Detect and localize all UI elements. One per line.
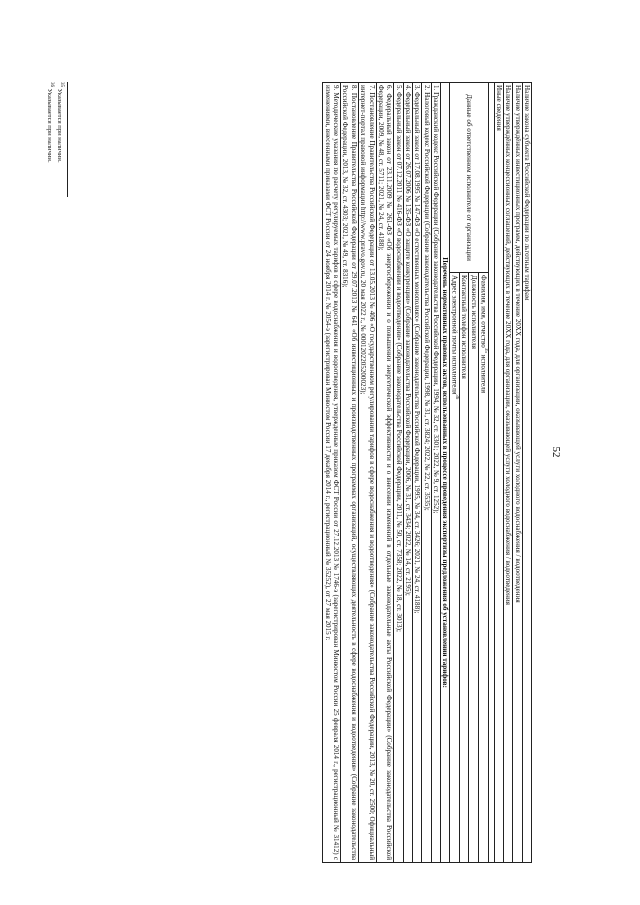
table-row [488, 83, 494, 863]
responsible-contact-label: Данные об ответственном исполнителе от организации [450, 83, 488, 273]
row-investment-programs: Наличие утверждённых инвестиционных программ, действующих в течение 20ХХ года, для организации, оказывающей услуги холодного водоснабжения / водоотведения [513, 83, 522, 863]
table-row [422, 83, 431, 863]
table-row [431, 83, 440, 863]
footnote-number: 35 [59, 82, 64, 87]
table-row [376, 83, 394, 863]
row-concession-agreements: Наличие утверждённых концессионных соглашений, действующих в течение 20ХХ года, для организации, оказывающей услуги холодного водоснабжения / водоотведения [503, 83, 512, 863]
footnote-text: Указывается при наличии. [55, 87, 63, 163]
footnote [54, 82, 64, 482]
rotated-page-content [32, 82, 532, 862]
act-item: 5. Федеральный закон от 07.12.2011 № 416-ФЗ «О водоснабжении и водоотведении» (Собрание законодательства Российской Федерации, 2011, № 50, ст. 7358; 2022, № 18, ст. 3013); [394, 83, 403, 863]
footnote-separator [67, 82, 68, 197]
contact-email-field [450, 273, 460, 863]
act-item: 7. Постановление Правительства Российской Федерации от 13.05.2013 № 406 «О государственном регулировании тарифов в сфере водоснабжения и водоотведения» (Собрание законодательства Российской Федерации, 2013, № 20, ст. 2500; Официальный интернет-портал правовой информации http://www.pravo.gov.ru, 20 мая 2022 г., № 0001202205200023); [358, 83, 376, 863]
row-spacer [488, 83, 494, 863]
page-number: 52 [550, 446, 562, 458]
footnote-ref: 36 [454, 394, 460, 400]
footnote-text: Указывается при наличии. [45, 87, 53, 163]
table-row [412, 83, 421, 863]
table-row [522, 83, 531, 863]
table-row [494, 83, 503, 863]
table-row [513, 83, 522, 863]
table-row [503, 83, 512, 863]
act-item: 3. Федеральный закон от 17.08.1995 № 147-ФЗ «О естественных монополиях» (Собрание законодательства Российской Федерации, 1995, № 34, ст. 3426; 2021, № 24, ст. 4188); [412, 83, 421, 863]
footnote-number: 36 [48, 82, 54, 87]
table-row [478, 83, 488, 863]
contact-phone-field: Контактный телефон исполнителя [460, 273, 469, 863]
row-other-info: Иные сведения [494, 83, 503, 863]
contact-fio-label: Фамилия, имя, отчество [479, 275, 488, 348]
contact-email-label: Адрес электронной почты исполнителя [450, 275, 459, 395]
contact-fio-field [478, 273, 488, 863]
row-preferential-tariff-law: Наличие закона субъекта Российской Федерации по льготным тарифам [522, 83, 531, 863]
act-item: 1. Гражданский кодекс Российской Федерации (Собрание законодательства Российской Федерации, 1994, № 32, ст. 3301; 2022, № 9, ст. 1252); [431, 83, 440, 863]
footnote-ref: 35 [482, 347, 488, 353]
table-row [323, 83, 341, 863]
act-item: 4. Федеральный закон от 26.07.2006 № 135-ФЗ «О защите конкуренции» (Собрание законодательства Российской Федерации, 2006, № 31, ст. 3434; 2022, № 14, ст. 2195); [403, 83, 412, 863]
document-table [322, 82, 532, 863]
footnotes [44, 82, 64, 482]
table-row [341, 83, 359, 863]
act-item: 8. Постановление Правительства Российской Федерации от 29.07.2013 № 641 «Об инвестиционных и производственных программах организаций, осуществляющих деятельность в сфере водоснабжения и водоотведения» (Собрание законодательства Российской Федерации, 2013, № 32, ст. 4303; 2021, № 49, ст. 8316); [341, 83, 359, 863]
table-row [403, 83, 412, 863]
acts-heading: Перечень нормативных правовых актов, использованных в процессе проведения экспертизы предложения об установлении тарифов: [441, 83, 450, 863]
table-row [394, 83, 403, 863]
act-item: 9. Методические указания по расчету регулируемых тарифов в сфере водоснабжения и водоотведения, утвержденные приказом ФСТ России от 27.12.2013 № 1746-э (зарегистрирован Минюстом России 25 февраля 2014 г., регистрационный № 31412) с изменениями, внесенными приказами ФСТ России от 24 ноября 2014 г. № 2054-э (зарегистрирован Минюстом России 17 декабря 2014 г., регистрационный № 35252), от 27 мая 2015 г. [323, 83, 341, 863]
act-item: 6. Федеральный закон от 23.11.2009 № 261-ФЗ «Об энергосбережении и о повышении энергетической эффективности и о внесении изменений в отдельные законодательные акты Российской Федерации» (Собрание законодательства Российской Федерации, 2009, № 48, ст. 5711; 2021, № 24, ст. 4188); [376, 83, 394, 863]
act-item: 2. Налоговый кодекс Российской Федерации (Собрание законодательства Российской Федерации, 1998, № 31, ст. 3824; 2022, № 22, ст. 3535); [422, 83, 431, 863]
footnote [44, 82, 54, 482]
contact-fio-tail: исполнителя [479, 352, 488, 393]
table-row [441, 83, 450, 863]
contact-position-field: Должность исполнителя [469, 273, 478, 863]
table-row [358, 83, 376, 863]
